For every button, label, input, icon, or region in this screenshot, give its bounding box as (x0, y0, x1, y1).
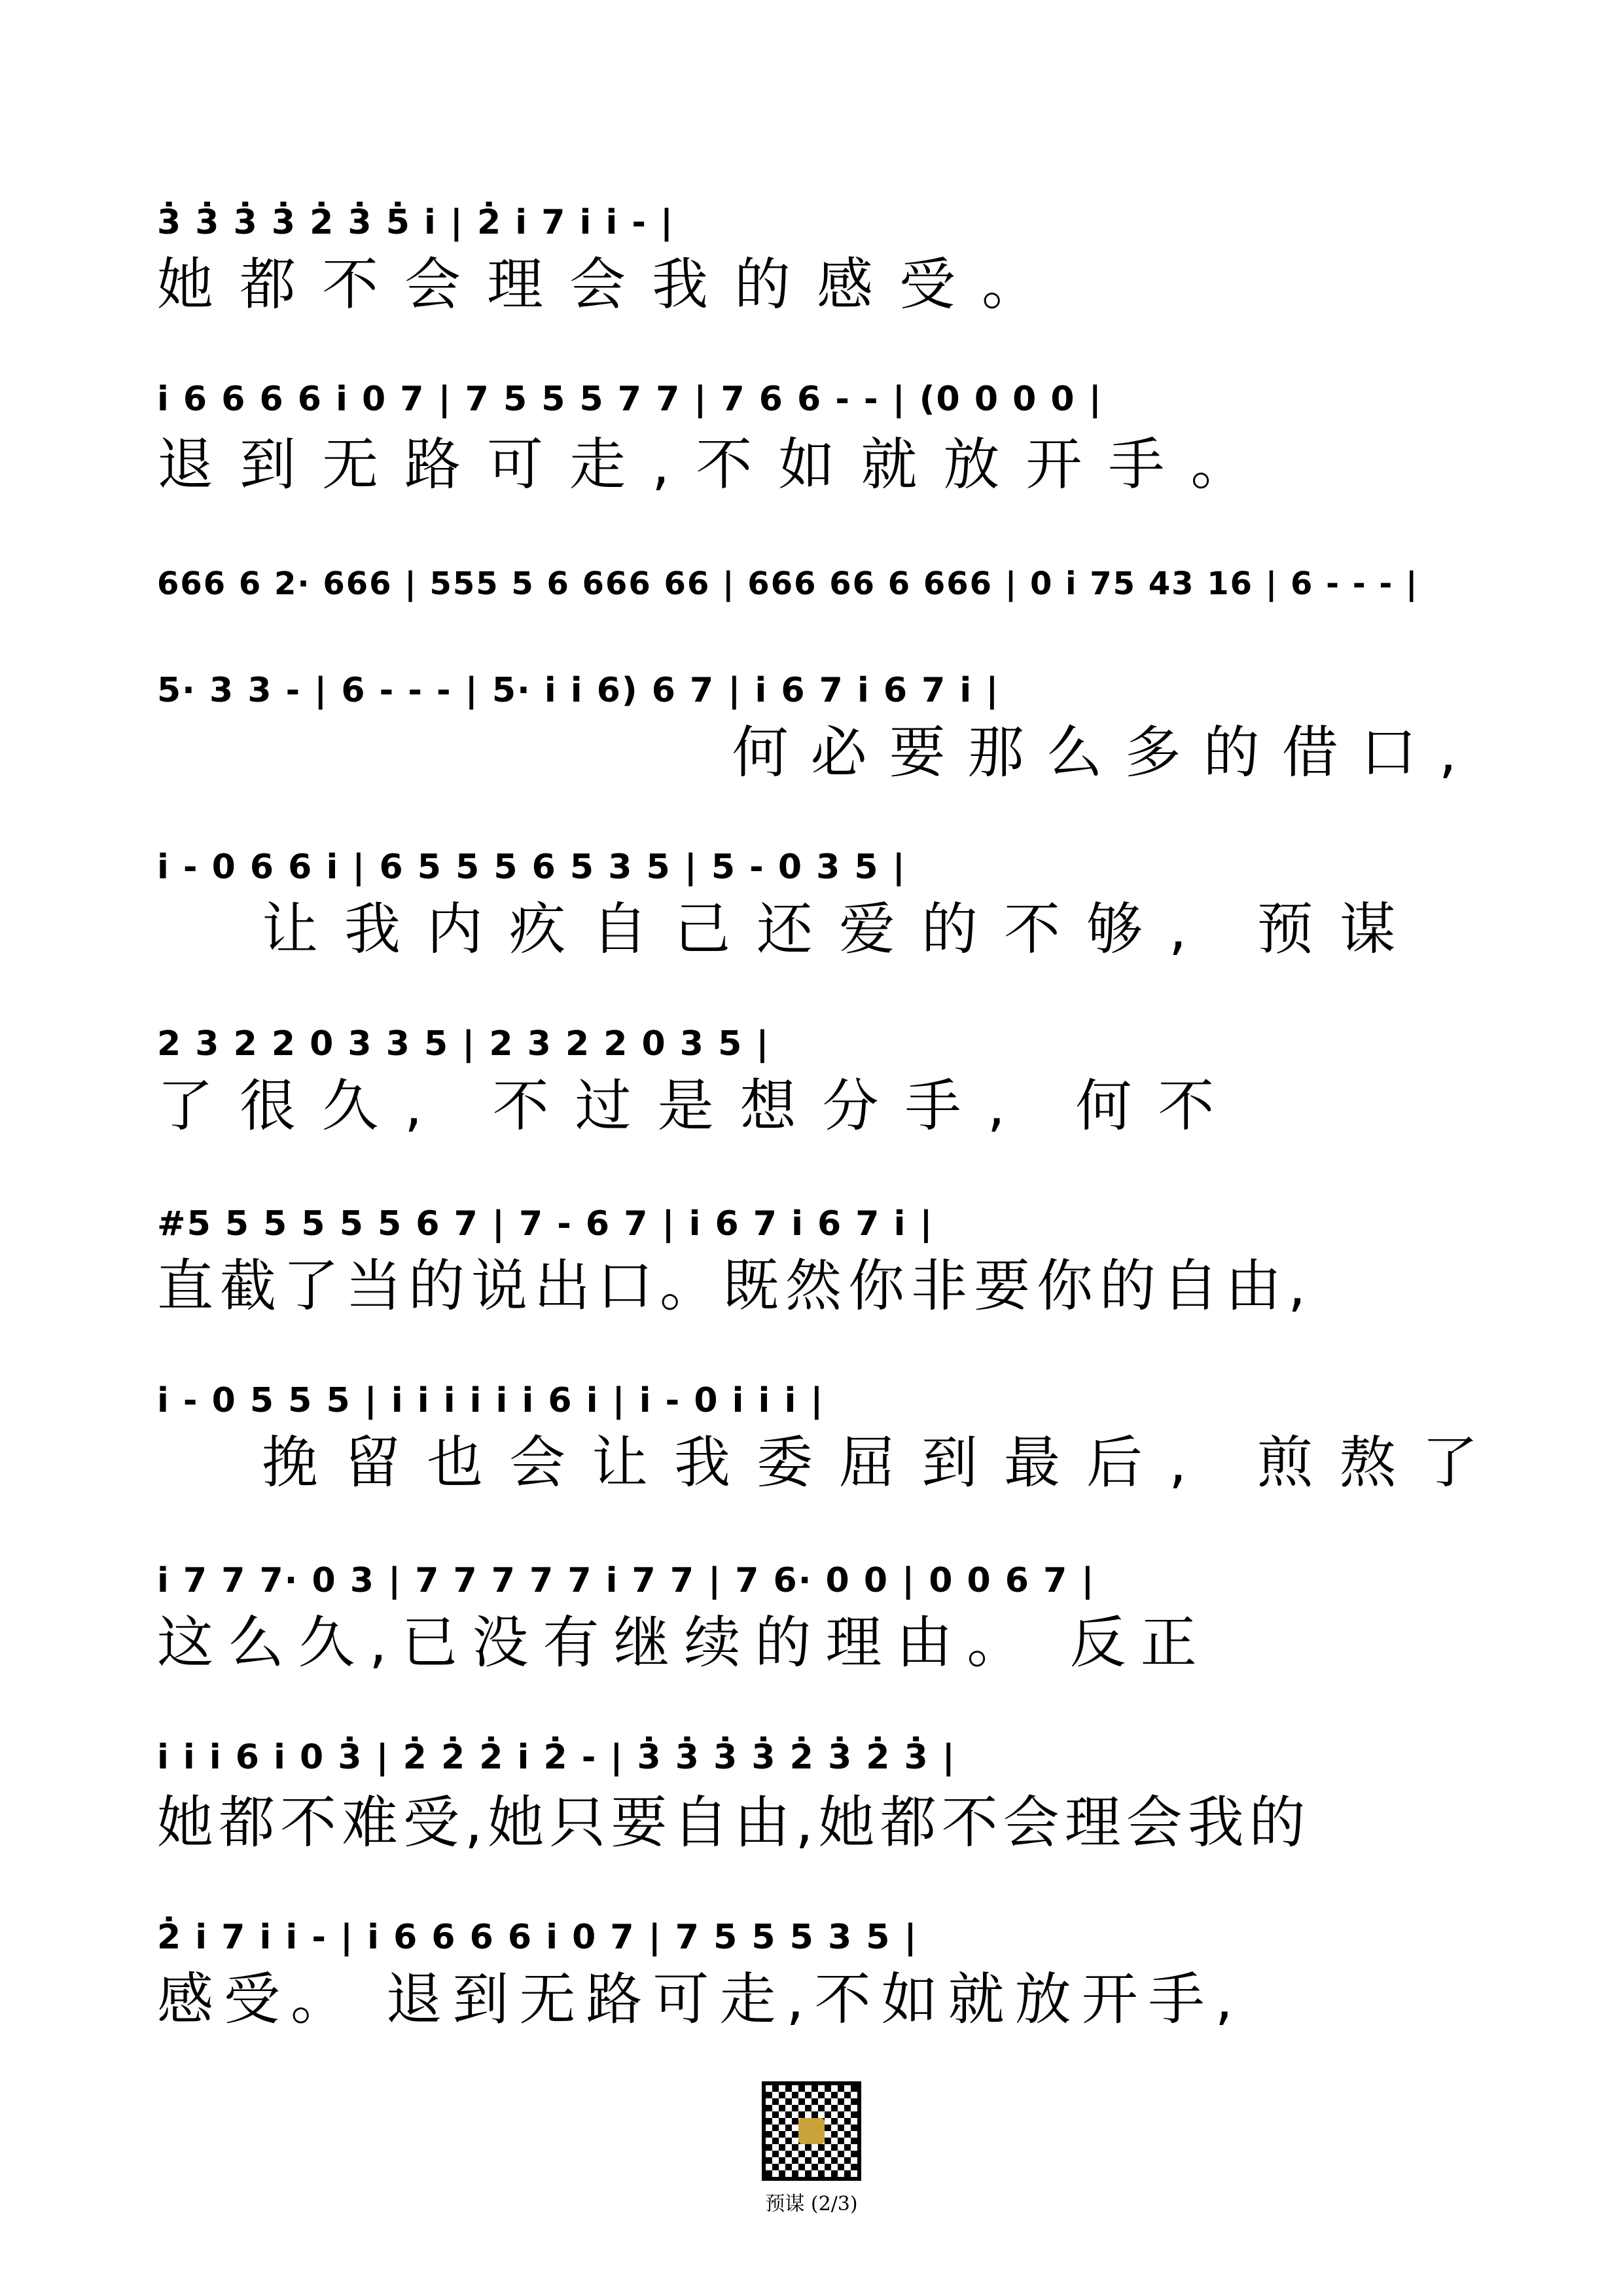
notation-line: i̇ - 0 5 5 5 | i̇ i̇ i̇ i̇ i̇ i̇ 6 i̇ | i̇ - 0 i̇ i̇ i̇ | (157, 1381, 825, 1420)
lyric-line: 让我内疚自己还爱的不够, 预谋 (262, 897, 1422, 962)
qr-logo-icon (798, 2118, 825, 2144)
qr-code[interactable] (762, 2081, 861, 2181)
lyric-line: 感受。 退到无路可走,不如就放开手, (157, 1967, 1244, 2032)
lyric-line: 她都不难受,她只要自由,她都不会理会我的 (157, 1790, 1311, 1856)
lyric-line: 何必要那么多的借口, (732, 720, 1479, 785)
page-number-label: 预谋 (2/3) (765, 2193, 858, 2215)
lyric-line: 她都不会理会我的感受。 (157, 252, 1064, 317)
notation-line: 3̇ 3̇ 3̇ 3̇ 2̇ 3̇ 5̇ i̇ | 2̇ i̇ 7 i̇ i̇ - | (157, 203, 675, 242)
lyric-line: 了很久, 不过是想分手, 何不 (157, 1073, 1241, 1139)
notation-line: i̇ 7 7 7· 0 3 | 7 7 7 7 7 i̇ 7 7 | 7 6· 0 0 | 0 0 6 7 | (157, 1561, 1096, 1600)
notation-line: #5 5 5 5 5 5 6 7 | 7 - 6 7 | i̇ 6 7 i̇ 6 7 i̇ | (157, 1204, 934, 1244)
lyric-line: 挽留也会让我委屈到最后, 煎熬了 (262, 1430, 1505, 1496)
page-footer (0, 2081, 1623, 2216)
notation-line: 2 3 2 2 0 3 3 5 | 2 3 2 2 0 3 5 | (157, 1024, 770, 1064)
notation-line: 2̇ i̇ 7 i̇ i̇ - | i̇ 6 6 6 6 i̇ 0 7 | 7 5 5 5 3 5 | (157, 1918, 918, 1957)
notation-line: 5· 3 3 - | 6 - - - | 5· i̇ i̇ 6) 6 7 | i̇ 6 7 i̇ 6 7 i̇ | (157, 671, 1000, 710)
lyric-line: 这么久,已没有继续的理由。 反正 (157, 1610, 1211, 1676)
notation-line: 666 6 2· 666 | 555 5 6 666 66 | 666 66 6 666 | 0 i̇ 75 43 16 | 6 - - - | (157, 565, 1419, 602)
notation-line: i̇ 6 6 6 6 i̇ 0 7 | 7 5 5 5 7 7 | 7 6 6 - - | (0 0 0 0 | (157, 380, 1103, 419)
lyric-line: 直截了当的说出口。既然你非要你的自由, (157, 1253, 1313, 1319)
lyric-line: 退到无路可走,不如就放开手。 (157, 432, 1274, 497)
notation-line: i̇ - 0 6 6 i̇ | 6 5 5 5 6 5 3 5 | 5 - 0 3 5 | (157, 848, 906, 887)
notation-line: i̇ i̇ i̇ 6 i̇ 0 3̇ | 2̇ 2̇ 2̇ i̇ 2̇ - | 3̇ 3̇ 3̇ 3̇ 2̇ 3̇ 2̇ 3̇ | (157, 1738, 956, 1777)
